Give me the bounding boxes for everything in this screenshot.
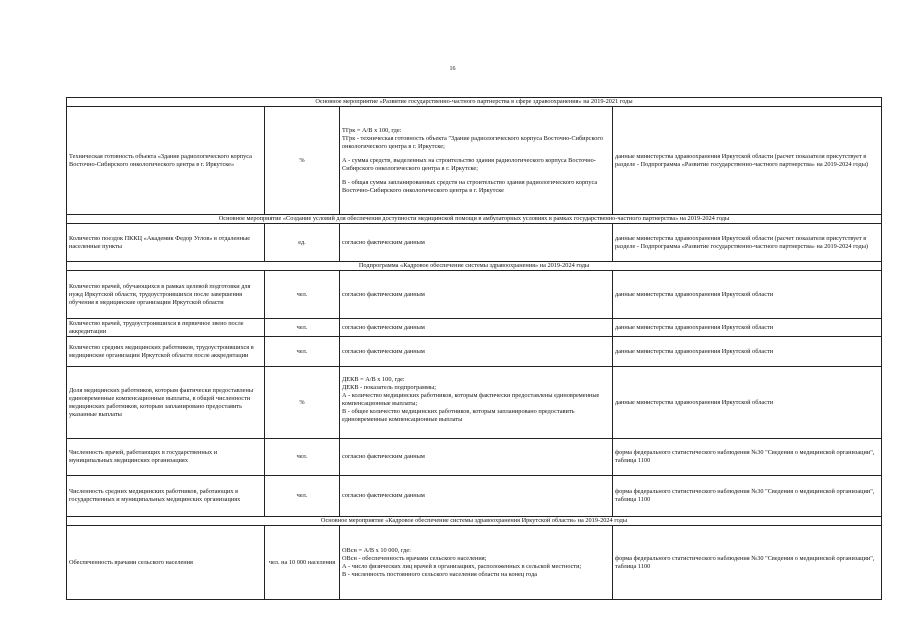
page-number: 16 (449, 66, 456, 72)
indicator-row (67, 319, 882, 337)
indicator-row (67, 526, 882, 600)
indicator-row (67, 224, 882, 262)
unit-of-measure: чел. (265, 271, 340, 319)
data-source: данные министерства здравоохранения Иркутской области (расчет показателя присутствует в разделе - Подпрограмма «Развитие государственно-частного партнерства» на 2019-2024 годы) (613, 107, 882, 215)
calculation-method (340, 319, 613, 337)
indicator-row (67, 367, 882, 439)
method-line: ОВсн - обеспеченность врачами сельского населения; (342, 554, 487, 562)
section-title: Подпрограмма «Кадровое обеспечение системы здравоохранения» на 2019-2024 годы (67, 262, 882, 271)
indicator-name: Количество врачей, обучающихся в рамках целевой подготовки для нужд Иркутской области, трудоустроившихся после завершения обучения в медицинские организации Иркутской области (67, 271, 265, 319)
calculation-method (340, 367, 613, 439)
method-line: согласно фактическим данным (342, 347, 425, 355)
calculation-method (340, 107, 613, 215)
method-line: А - сумма средств, выделенных на строительство здания радиологического корпуса Восточно-Сибирского онкологического центра в г. Иркутске; (342, 156, 596, 172)
method-line: согласно фактическим данным (342, 323, 425, 331)
indicator-row (67, 271, 882, 319)
indicator-name: Численность средних медицинских работников, работающих в государственных и муниципальных медицинских организациях (67, 476, 265, 517)
calculation-method (340, 337, 613, 367)
indicator-name: Обеспеченность врачами сельского населения (67, 526, 265, 600)
method-line: ДЕКВ = А/В х 100, где: (342, 375, 405, 383)
unit-of-measure: % (265, 107, 340, 215)
indicator-name: Количество врачей, трудоустроившихся в первичное звено после аккредитации (67, 319, 265, 337)
method-line: ДЕКВ - показатель подпрограммы; (342, 383, 437, 391)
indicator-name: Численность врачей, работающих в государственных и муниципальных медицинских организациях (67, 439, 265, 476)
calculation-method (340, 224, 613, 262)
method-line: ТГрк = А/В х 100, где: (342, 126, 402, 134)
data-source: данные министерства здравоохранения Иркутской области (расчет показателя присутствует в разделе - Подпрограмма «Развитие государственно-частного партнерства» на 2019-2024 годы) (613, 224, 882, 262)
method-line: ОВсн = А/В х 10 000, где: (342, 546, 411, 554)
method-line: согласно фактическим данным (342, 453, 425, 460)
section-title: Основное мероприятие «Развитие государственно-частного партнерства в сфере здравоохранения» на 2019-2021 годы (67, 98, 882, 107)
indicator-name: Количество поездок ПККЦ «Академик Федор Углов» в отдаленные населенные пункты (67, 224, 265, 262)
calculation-method (340, 476, 613, 517)
section-header-row (67, 215, 882, 224)
indicator-name: Количество средних медицинских работников, трудоустроившихся в медицинские организации Иркутской области после аккредитации (67, 337, 265, 367)
method-line: В - общая сумма запланированных средств на строительство здания радиологического корпуса Восточно-Сибирского онкологического центра в г. Иркутске (342, 178, 598, 194)
unit-of-measure: чел. (265, 337, 340, 367)
method-line: согласно фактическим данным (342, 238, 425, 246)
indicator-row (67, 107, 882, 215)
method-line: А - количество медицинских работников, которым фактически предоставлены единовременные компенсационные выплаты; (342, 391, 600, 407)
section-title: Основное мероприятие «Создание условий для обеспечения доступности медицинской помощи в амбулаторных условиях в рамках государственно-частного партнерства» на 2019-2024 годы (67, 215, 882, 224)
indicator-row (67, 337, 882, 367)
method-line: В - общее количество медицинских работников, которым запланировано предоставить единовременные компенсационные выплаты (342, 407, 575, 423)
method-line: В - численность постоянного сельского населения области на конец года (342, 570, 538, 578)
calculation-method (340, 526, 613, 600)
unit-of-measure: чел. (265, 476, 340, 517)
data-source: форма федерального статистического наблюдения №30 "Сведения о медицинской организации", таблица 1100 (613, 526, 882, 600)
data-source: данные министерства здравоохранения Иркутской области (613, 337, 882, 367)
method-line: А - число физических лиц врачей в организациях, расположенных в сельской местности; (342, 562, 582, 570)
data-source: форма федерального статистического наблюдения №30 "Сведения о медицинской организации", таблица 1100 (613, 439, 882, 476)
section-header-row (67, 98, 882, 107)
data-source: форма федерального статистического наблюдения №30 "Сведения о медицинской организации", таблица 1100 (613, 476, 882, 517)
calculation-method (340, 271, 613, 319)
indicator-row (67, 439, 882, 476)
data-source: данные министерства здравоохранения Иркутской области (613, 319, 882, 337)
unit-of-measure: % (265, 367, 340, 439)
indicators-table (66, 97, 882, 600)
unit-of-measure: чел. (265, 439, 340, 476)
method-line: ТГрк - техническая готовность объекта "Здание радиологического корпуса Восточно-Сибирского онкологического центра в г. Иркутске; (342, 134, 603, 150)
indicator-row (67, 476, 882, 517)
indicator-name: Техническая готовность объекта «Здание радиологического корпуса Восточно-Сибирского онкологического центра в г. Иркутске» (67, 107, 265, 215)
calculation-method (340, 439, 613, 476)
section-title: Основное мероприятие «Кадровое обеспечение системы здравоохранения Иркутской области» на 2019-2024 годы (67, 517, 882, 526)
data-source: данные министерства здравоохранения Иркутской области (613, 367, 882, 439)
indicator-name: Доля медицинских работников, которым фактически предоставлены единовременные компенсационные выплаты, в общей численности медицинских работников, которым запланировано предоставить указанные выплаты (67, 367, 265, 439)
method-line: согласно фактическим данным (342, 290, 425, 298)
unit-of-measure: чел. на 10 000 населения (265, 526, 340, 600)
method-line: согласно фактическим данным (342, 492, 425, 499)
section-header-row (67, 262, 882, 271)
data-source: данные министерства здравоохранения Иркутской области (613, 271, 882, 319)
section-header-row (67, 517, 882, 526)
unit-of-measure: ед. (265, 224, 340, 262)
unit-of-measure: чел. (265, 319, 340, 337)
